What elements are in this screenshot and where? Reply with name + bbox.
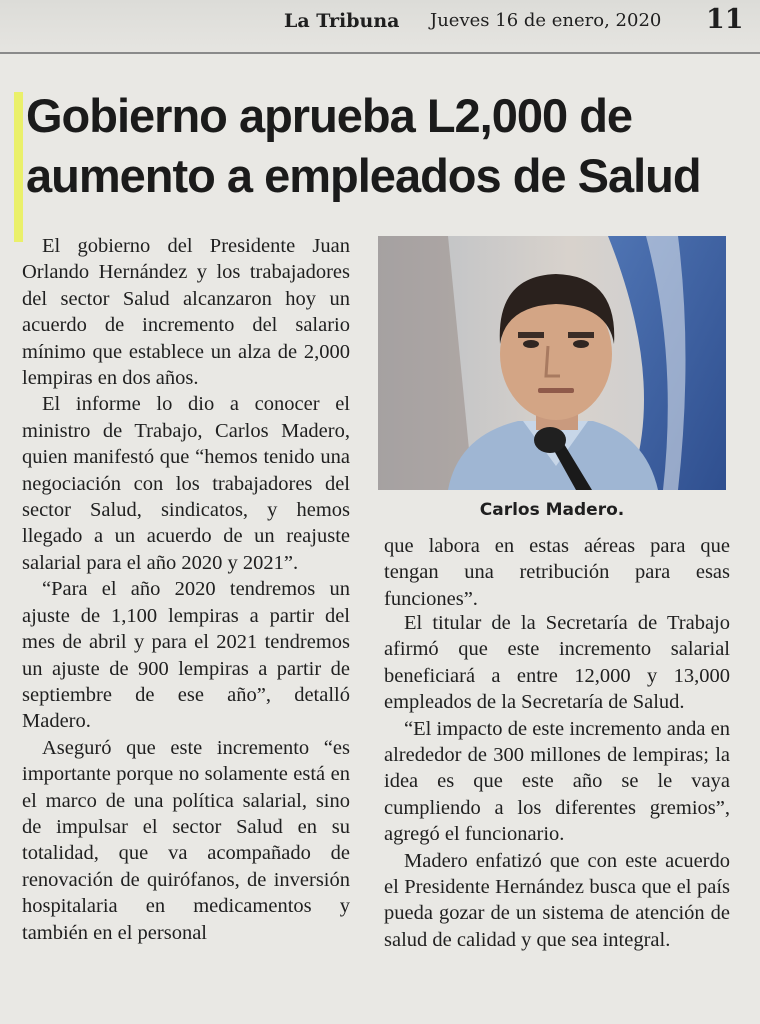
highlighter-mark: [14, 92, 23, 242]
paragraph: Aseguró que este incremento “es importante porque no solamente está en el marco de una política salarial, sino de impulsar el sector Salud en su totalidad, que va acompañado de renovación de quirófanos, de inversión hospitalaria en medicamentos y también en el personal: [22, 736, 350, 944]
paragraph: El informe lo dio a conocer el ministro de Trabajo, Carlos Madero, quien manifestó que “hemos tenido una negociación con los trabajadores del sector Salud, sindicatos, y hemos llegado a un acuerdo de un reajuste salarial para el año 2020 y 2021”.: [22, 393, 350, 574]
photo-caption: Carlos Madero.: [479, 500, 625, 520]
issue-date: Jueves 16 de enero, 2020: [430, 10, 662, 31]
article-column-right-continuation: [384, 533, 730, 612]
publication-name: La Tribuna: [284, 10, 400, 32]
article-headline: Gobierno aprueba L2,000 de aumento a empleados de Salud: [26, 89, 701, 202]
page-number: 11: [706, 4, 744, 35]
portrait-photo-icon: [378, 236, 726, 490]
paragraph-continuation: que labora en estas aéreas para que tengan una retribución para esas funciones”.: [384, 535, 730, 610]
paragraph: El gobierno del Presidente Juan Orlando Hernández y los trabajadores del sector Salud alcanzaron hoy un acuerdo de incremento del salario mínimo que establece un alza de 2,000 lempiras en dos años.: [22, 235, 350, 390]
paragraph: “Para el año 2020 tendremos un ajuste de 1,100 lempiras a partir del mes de abril y para el 2021 tendremos un ajuste de 900 lempiras a partir de septiembre de ese año”, detalló Madero.: [22, 578, 350, 733]
paragraph: “El impacto de este incremento anda en alrededor de 300 millones de lempiras; la idea es que este año se le vaya cumpliendo a los diferentes gremios”, agregó el funcionario.: [384, 717, 730, 846]
header-rule: [0, 52, 760, 54]
page-header: [0, 0, 760, 54]
article-column-left: [22, 233, 350, 946]
paragraph: El titular de la Secretaría de Trabajo afirmó que este incremento salarial beneficiará a entre 12,000 y 13,000 empleados de la Secretaría de Salud.: [384, 612, 730, 714]
article-column-right: [384, 610, 730, 953]
paragraph: Madero enfatizó que con este acuerdo el Presidente Hernández busca que el país pueda gozar de un sistema de atención de salud de calidad y que sea integral.: [384, 849, 730, 951]
portrait-photo: [378, 236, 726, 490]
